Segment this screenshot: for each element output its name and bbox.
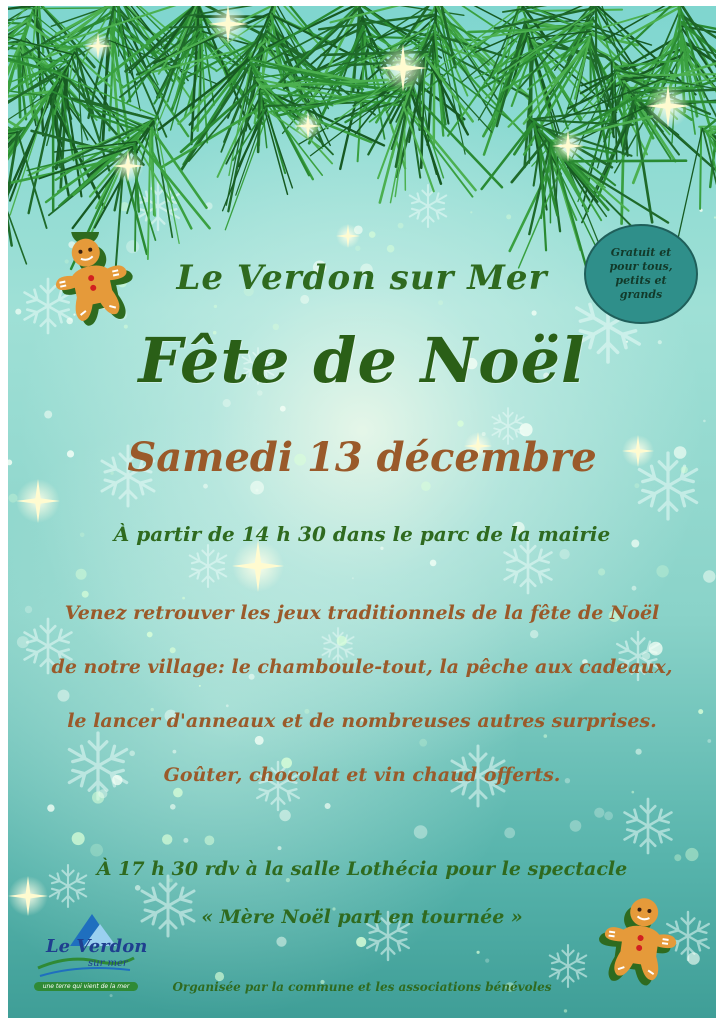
town-logo xyxy=(30,906,148,998)
logo-subtitle: sur mer xyxy=(88,958,128,969)
show-info: À 17 h 30 rdv à la salle Lothécia pour le spectacle xyxy=(96,858,628,880)
town-name: Le Verdon sur Mer xyxy=(176,258,548,298)
poster-text xyxy=(8,6,716,1018)
description-line: Goûter, chocolat et vin chaud offerts. xyxy=(163,764,561,786)
logo-tagline: une terre qui vient de la mer xyxy=(34,982,138,991)
poster xyxy=(8,6,716,1018)
start-info: À partir de 14 h 30 dans le parc de la mairie xyxy=(113,522,611,546)
organizer-note: Organisée par la commune et les associations bénévoles xyxy=(172,980,552,994)
event-date: Samedi 13 décembre xyxy=(127,434,597,481)
description-line: Venez retrouver les jeux traditionnels de la fête de Noël xyxy=(64,602,660,624)
event-title: Fête de Noël xyxy=(138,324,586,397)
description-line: de notre village: le chamboule-tout, la pêche aux cadeaux, xyxy=(51,656,673,678)
logo-name: Le Verdon xyxy=(46,936,148,957)
show-title: « Mère Noël part en tournée » xyxy=(201,906,523,928)
free-badge xyxy=(584,224,698,324)
free-badge-text: Gratuit et pour tous, petits et grands xyxy=(609,246,673,301)
description-line: le lancer d'anneaux et de nombreuses autres surprises. xyxy=(67,710,657,732)
